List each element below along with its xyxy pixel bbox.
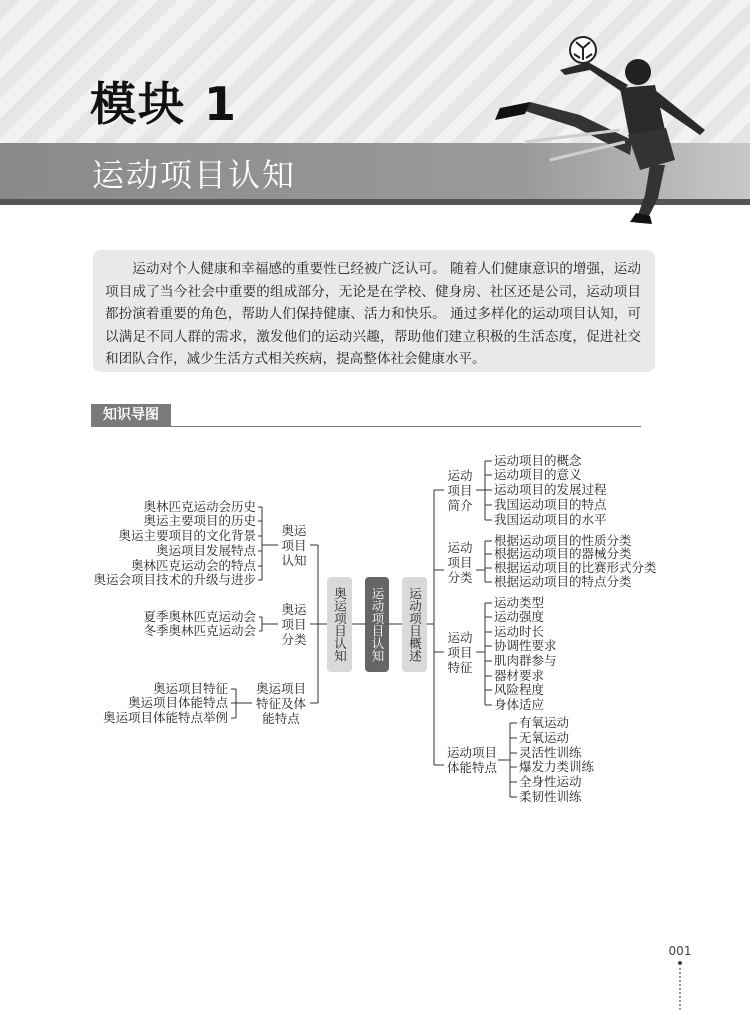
mindmap-leaf: 柔韧性训练 (519, 789, 582, 804)
mindmap-branch-label: 奥运项目分类 (281, 602, 307, 647)
mindmap-leaf: 灵活性训练 (519, 745, 582, 760)
mindmap-leaf: 夏季奥林匹克运动会 (143, 609, 256, 624)
mindmap-branch-label: 奥运项目认知 (281, 523, 307, 568)
mindmap-leaf: 身体适应 (494, 697, 545, 712)
mindmap-leaf: 我国运动项目的特点 (494, 497, 607, 512)
mindmap-branch-label: 奥运项目特征及体能特点 (255, 681, 306, 726)
mindmap-leaf: 无氧运动 (519, 730, 570, 745)
mindmap-leaf: 全身性运动 (519, 774, 582, 789)
mindmap-leaf: 协调性要求 (494, 638, 557, 653)
mindmap-leaf: 奥运项目体能特点举例 (102, 710, 228, 725)
mindmap-leaf: 运动类型 (494, 595, 545, 610)
mindmap-leaf: 根据运动项目的特点分类 (494, 574, 632, 589)
mindmap-leaf: 奥运主要项目的历史 (143, 513, 256, 528)
mindmap-leaf: 奥运主要项目的文化背景 (118, 528, 256, 543)
mindmap-leaf: 运动项目的概念 (494, 453, 582, 468)
mindmap-leaf: 奥运项目特征 (152, 681, 228, 696)
mindmap-right-topic: 运动项目概述 (402, 577, 427, 672)
mindmap-leaf: 器材要求 (494, 668, 545, 683)
section-divider (171, 426, 641, 427)
mindmap-leaf: 奥林匹克运动会历史 (143, 499, 256, 514)
mindmap-leaf: 有氧运动 (519, 715, 570, 730)
mindmap-leaf: 爆发力类训练 (519, 759, 595, 774)
mindmap-leaf: 运动时长 (494, 624, 545, 639)
page-marker-dot (678, 961, 682, 965)
chapter-title: 运动项目认知 (92, 156, 297, 194)
mindmap-leaf: 奥运项目发展特点 (155, 543, 256, 558)
mindmap-leaf: 根据运动项目的比赛形式分类 (494, 560, 657, 575)
mindmap-leaf: 奥运会项目技术的升级与进步 (93, 572, 256, 587)
mindmap-leaf: 肌肉群参与 (494, 653, 557, 668)
soccer-player-illustration (470, 30, 740, 225)
mindmap-root: 运动项目认知 (365, 577, 389, 672)
mindmap-leaf: 奥运项目体能特点 (127, 695, 228, 710)
mindmap-leaf: 我国运动项目的水平 (494, 512, 607, 527)
intro-paragraph: 运动对个人健康和幸福感的重要性已经被广泛认可。 随着人们健康意识的增强，运动项目成了当今社会中重要的组成部分，无论是在学校、健身房、社区还是公司，运动项目都扮演着重要的角色，帮助人们保持健康、活力和快乐。 通过多样化的运动项目认知，可以满足不同人群的需求，激发他们的运动兴趣，帮助他们建立积极的生活态度，促进社交和团队合作，减少生活方式相关疾病，提高整体社会健康水平。 (93, 250, 655, 372)
mindmap-leaf: 冬季奥林匹克运动会 (143, 623, 256, 638)
module-title: 模块 1 (90, 77, 239, 131)
page-marker-line (679, 968, 681, 1010)
mindmap-leaf: 风险程度 (494, 682, 545, 697)
page-number: 001 (668, 944, 692, 958)
mindmap-branch-label: 运动项目体能特点 (446, 745, 497, 775)
section-heading: 知识导图 (91, 404, 171, 427)
mindmap-leaf: 根据运动项目的器械分类 (494, 546, 632, 561)
mindmap-branch-label: 运动项目分类 (447, 540, 473, 585)
mind-map (0, 440, 750, 820)
mindmap-leaf: 运动项目的发展过程 (494, 482, 607, 497)
mindmap-branch-label: 运动项目简介 (447, 468, 473, 513)
mindmap-leaf: 运动强度 (494, 609, 545, 624)
mindmap-leaf: 运动项目的意义 (494, 467, 582, 482)
mindmap-branch-label: 运动项目特征 (447, 630, 473, 675)
mindmap-left-topic: 奥运项目认知 (327, 577, 352, 672)
mindmap-leaf: 奥林匹克运动会的特点 (130, 558, 256, 573)
mindmap-leaf: 根据运动项目的性质分类 (494, 533, 632, 548)
